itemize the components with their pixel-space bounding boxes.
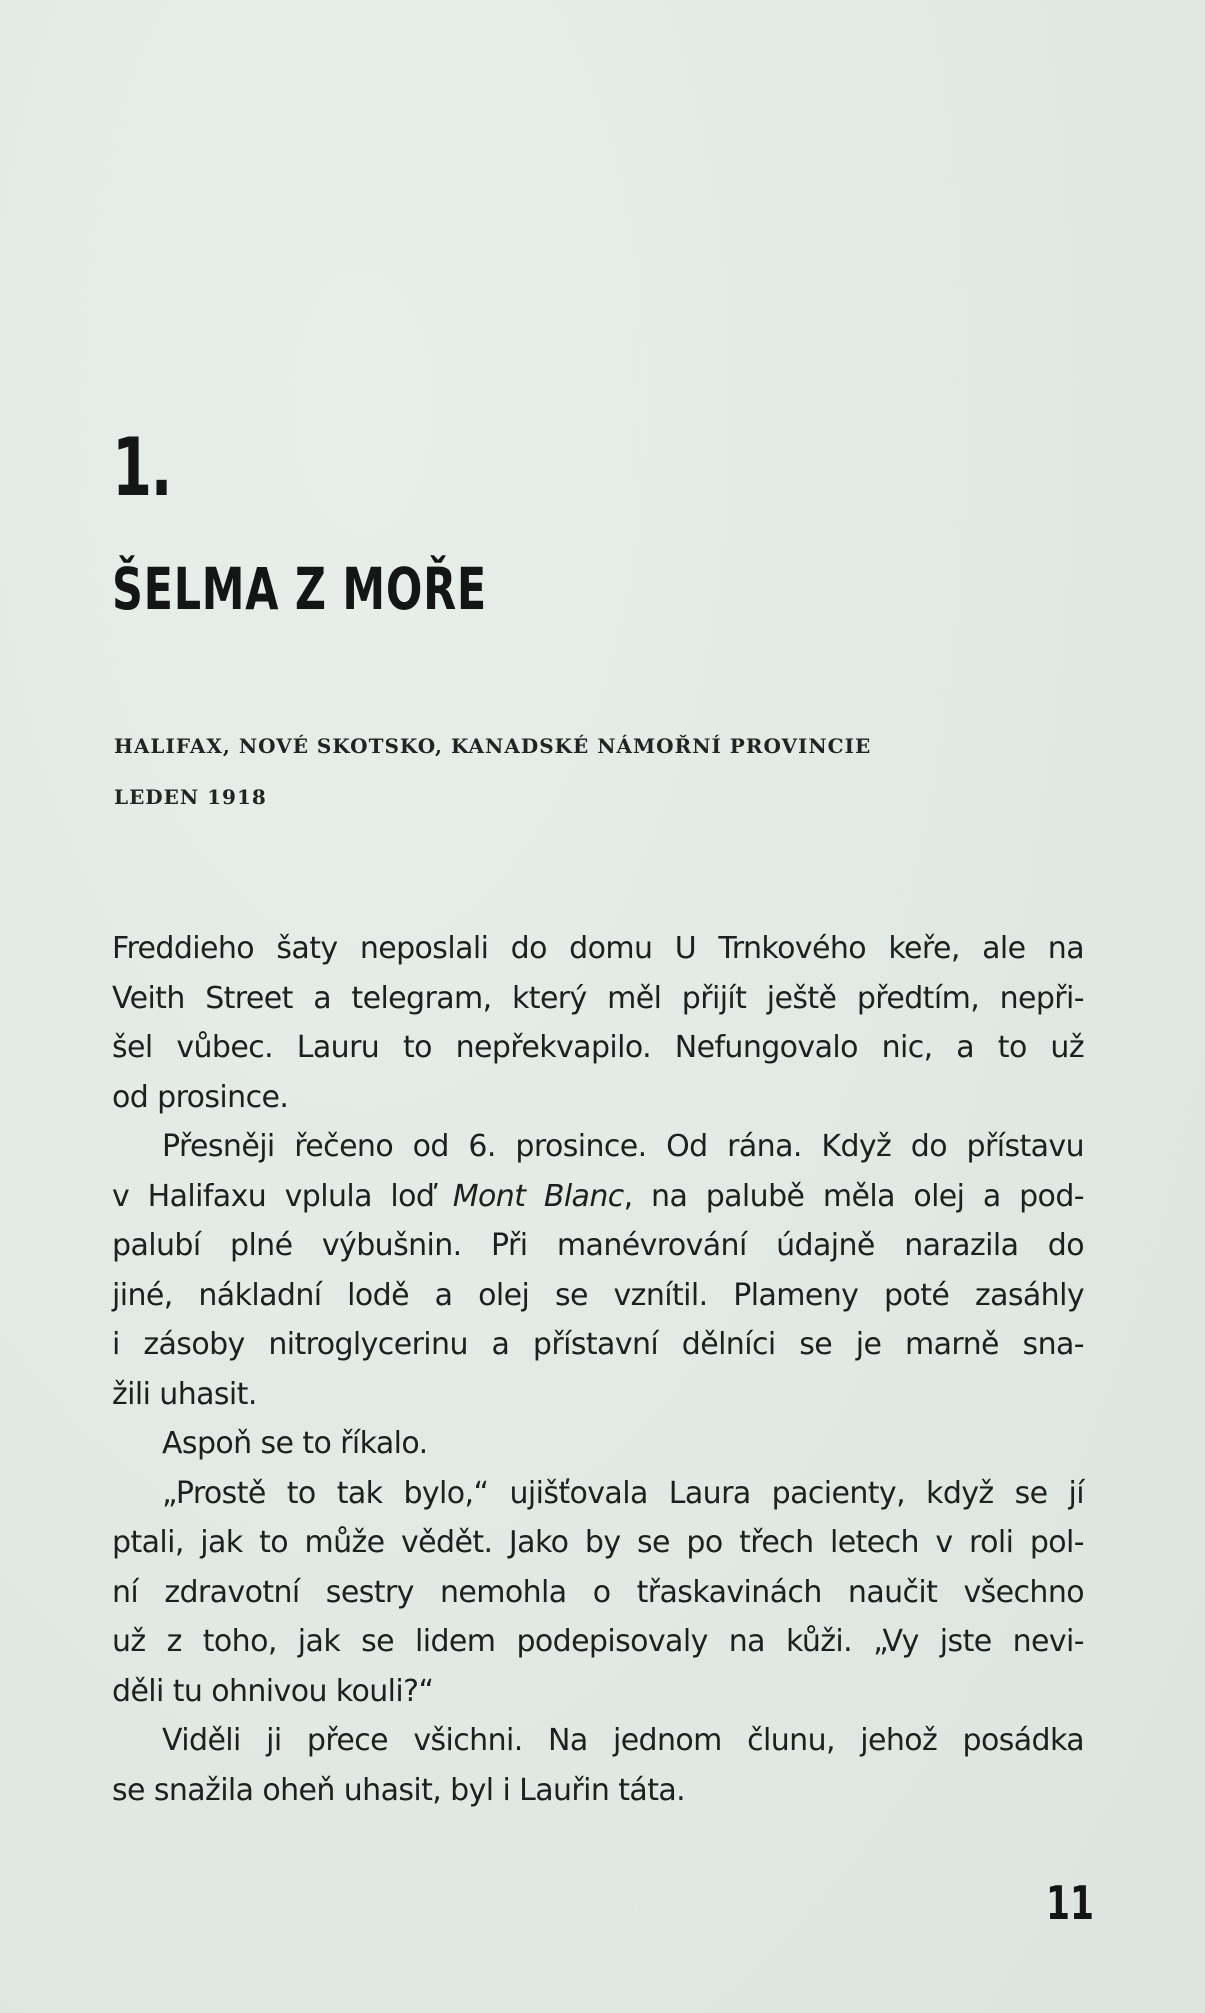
text-line: ní zdravotní sestry nemohla o třaskavinách naučit všechno bbox=[112, 1574, 1084, 1610]
text-line bbox=[112, 1172, 1084, 1222]
text-line: Freddieho šaty neposlali do domu U Trnkového keře, ale na bbox=[112, 931, 1084, 966]
text-line: „Prostě to tak bylo,“ ujišťovala Laura pacienty, když se jí bbox=[162, 1475, 1084, 1511]
page-number: 11 bbox=[1046, 1876, 1095, 1930]
text-fragment: , na palubě měla olej a pod- bbox=[623, 1178, 1084, 1214]
chapter-title: ŠELMA Z MOŘE bbox=[112, 555, 487, 623]
text-line: ptali, jak to může vědět. Jako by se po třech letech v roli pol- bbox=[112, 1525, 1084, 1560]
body-text bbox=[112, 924, 1084, 1815]
text-line: od prosince. bbox=[112, 1079, 289, 1115]
text-line: Aspoň se to říkalo. bbox=[162, 1426, 428, 1461]
text-line: děli tu ohnivou kouli?“ bbox=[112, 1673, 434, 1709]
setting-location: HALIFAX, NOVÉ SKOTSKO, KANADSKÉ NÁMOŘNÍ PROVINCIE bbox=[114, 734, 872, 758]
chapter-number: 1. bbox=[112, 421, 172, 514]
text-line: šel vůbec. Lauru to nepřekvapilo. Nefungovalo nic, a to už bbox=[112, 1030, 1084, 1065]
ship-name: Mont Blanc bbox=[452, 1178, 624, 1214]
text-line: žili uhasit. bbox=[112, 1376, 257, 1412]
text-line: Viděli ji přece všichni. Na jednom člunu, jehož posádka bbox=[162, 1723, 1084, 1758]
text-fragment: v Halifaxu vplula loď bbox=[112, 1178, 453, 1214]
text-line: jiné, nákladní lodě a olej se vznítil. Plameny poté zasáhly bbox=[112, 1277, 1084, 1313]
text-line: Přesněji řečeno od 6. prosince. Od rána. Když do přístavu bbox=[162, 1129, 1084, 1164]
text-line: palubí plné výbušnin. Při manévrování údajně narazila do bbox=[112, 1228, 1084, 1263]
text-line: Veith Street a telegram, který měl přijít ještě předtím, nepři- bbox=[112, 980, 1084, 1016]
setting-date: LEDEN 1918 bbox=[114, 785, 267, 809]
text-line: už z toho, jak se lidem podepisovaly na kůži. „Vy jste nevi- bbox=[112, 1624, 1084, 1659]
text-line: i zásoby nitroglycerinu a přístavní dělníci se je marně sna- bbox=[112, 1327, 1084, 1362]
text-line: se snažila oheň uhasit, byl i Lauřin táta. bbox=[112, 1772, 686, 1808]
